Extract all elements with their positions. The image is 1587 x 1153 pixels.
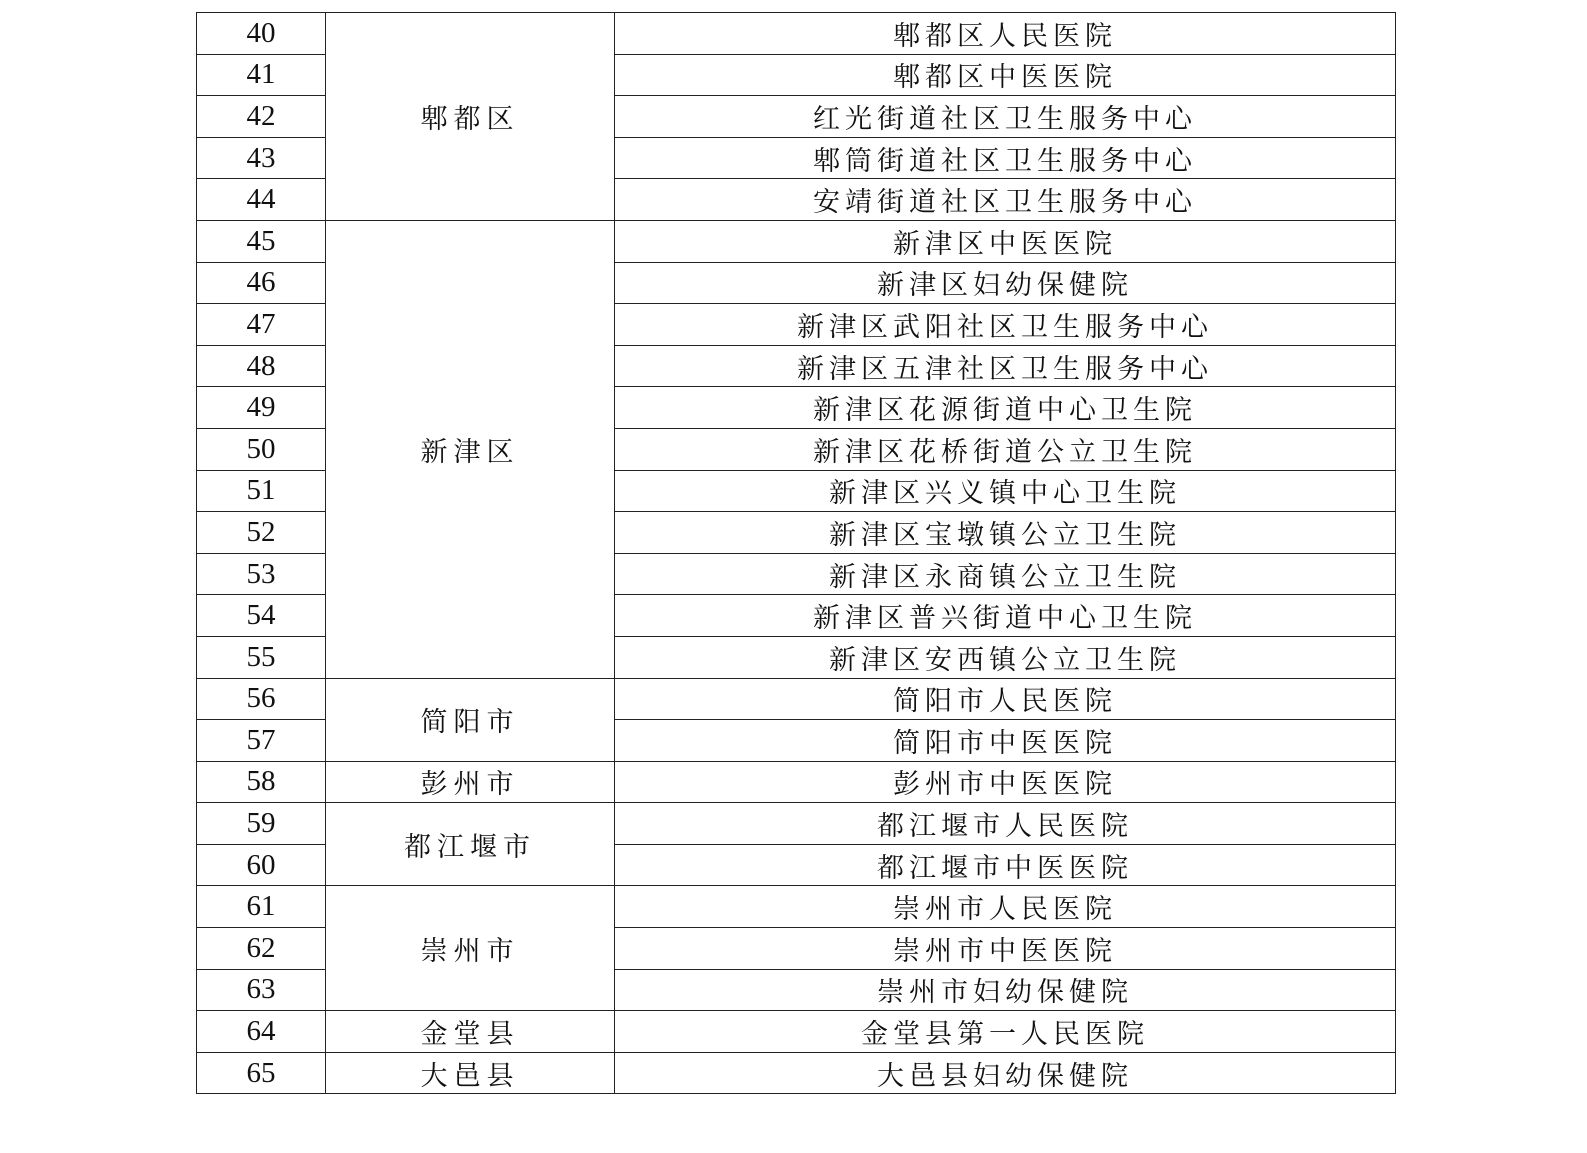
row-number: 52 <box>197 512 326 554</box>
row-number: 65 <box>197 1052 326 1094</box>
table-row <box>197 1011 1396 1053</box>
table-row <box>197 220 1396 262</box>
row-number: 43 <box>197 137 326 179</box>
institution-table <box>196 12 1396 1094</box>
row-number: 58 <box>197 761 326 803</box>
institution-name: 都江堰市中医医院 <box>615 844 1396 886</box>
institution-name: 彭州市中医医院 <box>615 761 1396 803</box>
row-number: 55 <box>197 636 326 678</box>
institution-name: 大邑县妇幼保健院 <box>615 1052 1396 1094</box>
table-row <box>197 886 1396 928</box>
institution-name: 都江堰市人民医院 <box>615 803 1396 845</box>
row-number: 49 <box>197 387 326 429</box>
institution-name: 新津区武阳社区卫生服务中心 <box>615 304 1396 346</box>
institution-name: 安靖街道社区卫生服务中心 <box>615 179 1396 221</box>
row-number: 44 <box>197 179 326 221</box>
institution-name: 郫都区人民医院 <box>615 13 1396 55</box>
institution-name: 新津区永商镇公立卫生院 <box>615 553 1396 595</box>
row-number: 41 <box>197 54 326 96</box>
institution-name: 崇州市妇幼保健院 <box>615 969 1396 1011</box>
district-cell: 简阳市 <box>326 678 615 761</box>
table-row <box>197 1052 1396 1094</box>
row-number: 61 <box>197 886 326 928</box>
institution-name: 新津区妇幼保健院 <box>615 262 1396 304</box>
row-number: 59 <box>197 803 326 845</box>
district-cell: 大邑县 <box>326 1052 615 1094</box>
row-number: 45 <box>197 220 326 262</box>
row-number: 51 <box>197 470 326 512</box>
district-cell: 新津区 <box>326 220 615 678</box>
institution-name: 崇州市人民医院 <box>615 886 1396 928</box>
institution-name: 新津区花桥街道公立卫生院 <box>615 428 1396 470</box>
row-number: 50 <box>197 428 326 470</box>
institution-name: 红光街道社区卫生服务中心 <box>615 96 1396 138</box>
institution-name: 简阳市人民医院 <box>615 678 1396 720</box>
table-row <box>197 761 1396 803</box>
district-cell: 彭州市 <box>326 761 615 803</box>
district-cell: 都江堰市 <box>326 803 615 886</box>
district-cell: 崇州市 <box>326 886 615 1011</box>
institution-name: 新津区中医医院 <box>615 220 1396 262</box>
row-number: 63 <box>197 969 326 1011</box>
row-number: 48 <box>197 345 326 387</box>
table-row <box>197 678 1396 720</box>
row-number: 46 <box>197 262 326 304</box>
institution-name: 郫筒街道社区卫生服务中心 <box>615 137 1396 179</box>
row-number: 64 <box>197 1011 326 1053</box>
institution-name: 新津区安西镇公立卫生院 <box>615 636 1396 678</box>
row-number: 57 <box>197 720 326 762</box>
row-number: 40 <box>197 13 326 55</box>
row-number: 42 <box>197 96 326 138</box>
district-cell: 郫都区 <box>326 13 615 221</box>
table-row <box>197 803 1396 845</box>
institution-name: 新津区宝墩镇公立卫生院 <box>615 512 1396 554</box>
institution-name: 新津区五津社区卫生服务中心 <box>615 345 1396 387</box>
row-number: 47 <box>197 304 326 346</box>
institution-name: 崇州市中医医院 <box>615 928 1396 970</box>
row-number: 62 <box>197 928 326 970</box>
row-number: 56 <box>197 678 326 720</box>
institution-name: 新津区普兴街道中心卫生院 <box>615 595 1396 637</box>
institution-name: 新津区兴义镇中心卫生院 <box>615 470 1396 512</box>
institution-name: 金堂县第一人民医院 <box>615 1011 1396 1053</box>
institution-name: 简阳市中医医院 <box>615 720 1396 762</box>
table-row <box>197 13 1396 55</box>
district-cell: 金堂县 <box>326 1011 615 1053</box>
row-number: 60 <box>197 844 326 886</box>
institution-name: 新津区花源街道中心卫生院 <box>615 387 1396 429</box>
row-number: 54 <box>197 595 326 637</box>
row-number: 53 <box>197 553 326 595</box>
institution-name: 郫都区中医医院 <box>615 54 1396 96</box>
